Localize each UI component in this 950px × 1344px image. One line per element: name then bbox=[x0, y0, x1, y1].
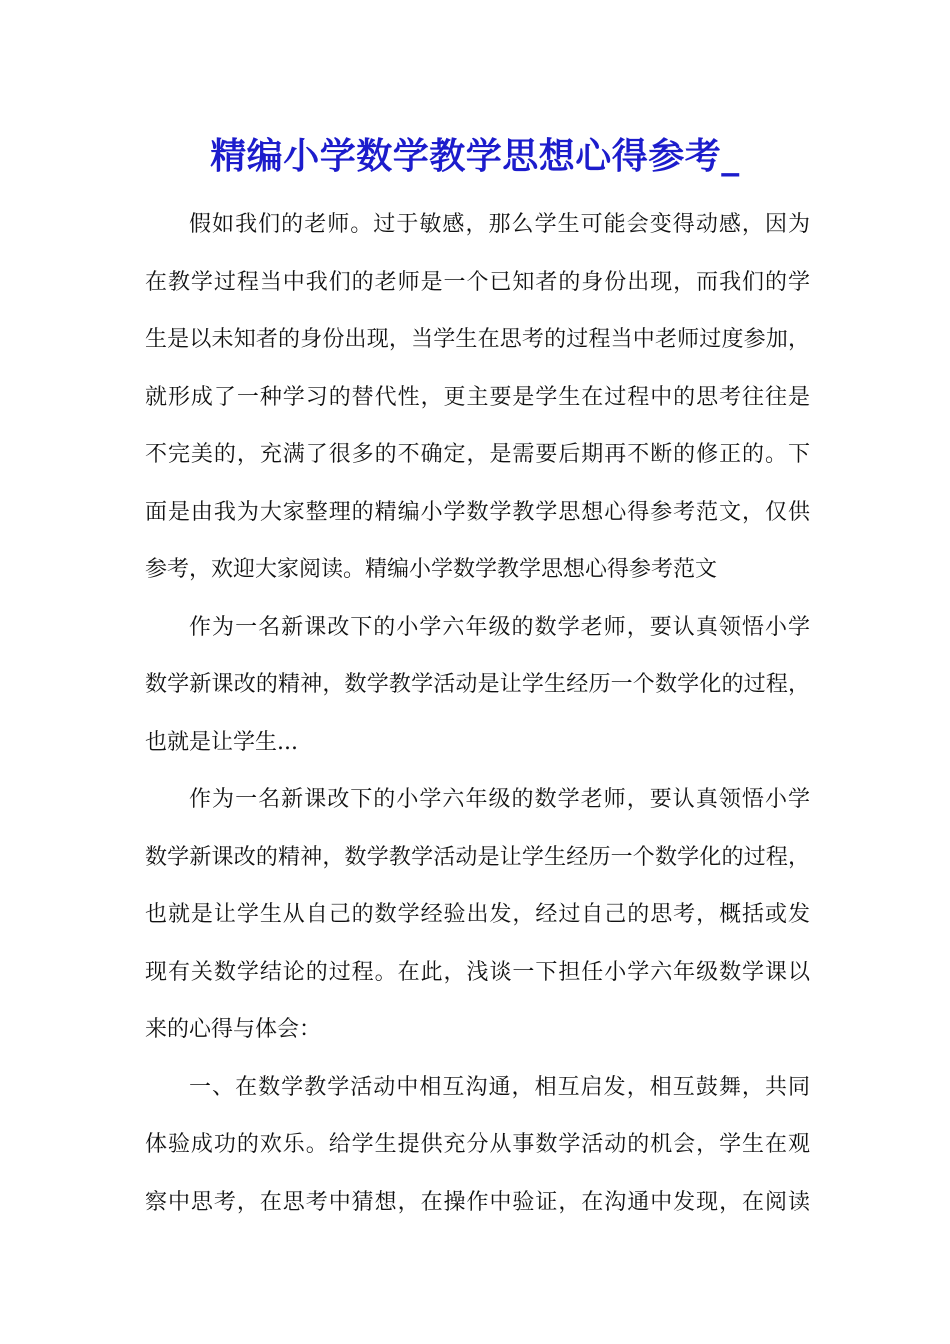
paragraph-main bbox=[145, 771, 810, 1059]
paragraph-line: 作为一名新课改下的小学六年级的数学老师，要认真领悟小学 bbox=[189, 614, 810, 640]
paragraph-line: 生是以未知者的身份出现，当学生在思考的过程当中老师过度参加， bbox=[145, 327, 810, 352]
paragraph-line: 参考，欢迎大家阅读。精编小学数学教学思想心得参考范文 bbox=[145, 557, 718, 582]
paragraph-line: 在教学过程当中我们的老师是一个已知者的身份出现，而我们的学 bbox=[145, 269, 810, 295]
paragraph-line: 作为一名新课改下的小学六年级的数学老师，要认真领悟小学 bbox=[189, 787, 810, 812]
paragraph-line: 也就是让学生从自己的数学经验出发，经过自己的思考，概括或发 bbox=[145, 902, 810, 927]
paragraph-line: 面是由我为大家整理的精编小学数学教学思想心得参考范文，仅供 bbox=[145, 499, 810, 525]
paragraph-section-one bbox=[145, 1059, 810, 1232]
paragraph-line: 假如我们的老师。过于敏感，那么学生可能会变得动感，因为 bbox=[189, 212, 810, 237]
paragraph-line: 数学新课改的精神，数学教学活动是让学生经历一个数学化的过程， bbox=[145, 844, 810, 870]
paragraph-line: 现有关数学结论的过程。在此，浅谈一下担任小学六年级数学课以 bbox=[145, 959, 810, 985]
paragraph-line: 一、在数学教学活动中相互沟通，相互启发，相互鼓舞，共同 bbox=[189, 1074, 810, 1100]
paragraph-line: 体验成功的欢乐。给学生提供充分从事数学活动的机会，学生在观 bbox=[145, 1132, 810, 1157]
paragraph-line: 数学新课改的精神，数学教学活动是让学生经历一个数学化的过程， bbox=[145, 672, 810, 697]
paragraph-line: 就形成了一种学习的替代性，更主要是学生在过程中的思考往往是 bbox=[145, 384, 810, 410]
paragraph-intro bbox=[145, 196, 810, 599]
document-body bbox=[145, 196, 810, 1231]
paragraph-line: 不完美的，充满了很多的不确定，是需要后期再不断的修正的。下 bbox=[145, 442, 810, 467]
paragraph-line: 察中思考，在思考中猜想，在操作中验证，在沟通中发现，在阅读 bbox=[145, 1189, 810, 1215]
paragraph-line: 也就是让学生... bbox=[145, 729, 298, 755]
document-title: 精编小学数学教学思想心得参考_ bbox=[210, 135, 740, 177]
paragraph-line: 来的心得与体会： bbox=[145, 1017, 322, 1042]
paragraph-summary bbox=[145, 599, 810, 772]
